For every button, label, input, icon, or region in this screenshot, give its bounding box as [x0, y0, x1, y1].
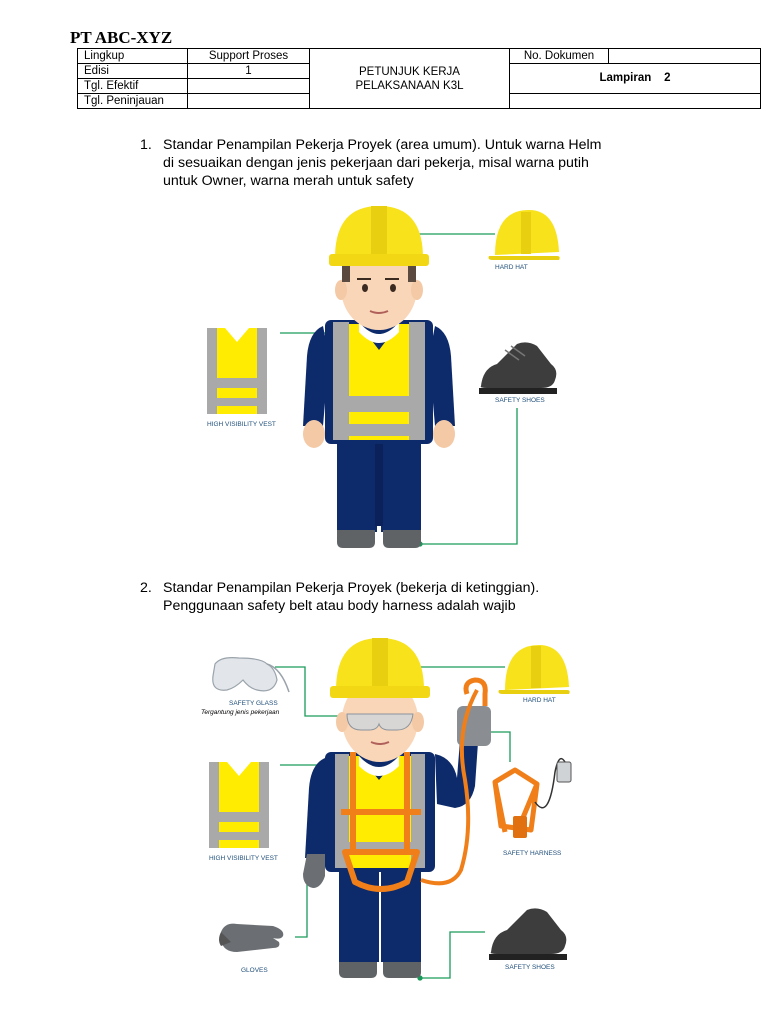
safety-shoes-icon	[489, 908, 567, 960]
lampiran-cell	[510, 64, 761, 94]
lampiran-label: Lampiran	[599, 72, 652, 84]
gloves-icon	[219, 924, 283, 952]
worker-figure	[303, 638, 491, 978]
safety-shoes-label: SAFETY SHOES	[505, 964, 555, 971]
safety-harness-label: SAFETY HARNESS	[503, 850, 562, 857]
vest-label: HIGH VISIBILITY VEST	[209, 855, 278, 862]
tgl-efektif-value	[188, 79, 310, 94]
tgl-efektif-label: Tgl. Efektif	[78, 79, 188, 94]
item-line: Standar Penampilan Pekerja Proyek (area umum). Untuk warna Helm	[163, 137, 602, 153]
edisi-value: 1	[188, 64, 310, 79]
document-title	[310, 49, 510, 109]
safety-harness-icon	[495, 759, 571, 838]
item-text	[163, 579, 663, 615]
no-dokumen-label: No. Dokumen	[510, 49, 609, 64]
safety-glass-label: SAFETY GLASS	[229, 700, 278, 707]
tgl-peninjauan-value	[188, 94, 310, 109]
company-name: PT ABC-XYZ	[70, 28, 173, 47]
vest-label: HIGH VISIBILITY VEST	[207, 421, 276, 428]
document-header-table	[77, 48, 761, 109]
high-visibility-vest-icon	[209, 762, 269, 848]
gloves-label: GLOVES	[241, 967, 268, 974]
safety-shoes-label: SAFETY SHOES	[495, 397, 545, 404]
item-line: Penggunaan safety belt atau body harness adalah wajib	[163, 598, 516, 614]
ppe-illustration-height-work	[195, 632, 595, 992]
safety-glass-icon	[213, 658, 289, 692]
item-line: di sesuaikan dengan jenis pekerjaan dari pekerja, misal warna putih	[163, 155, 589, 171]
item-text	[163, 136, 663, 190]
item-line: Standar Penampilan Pekerja Proyek (bekerja di ketinggian).	[163, 580, 540, 596]
title-line-2: PELAKSANAAN K3L	[355, 79, 464, 92]
ppe-illustration-general	[195, 200, 575, 560]
edisi-label: Edisi	[78, 64, 188, 79]
worker-figure	[303, 206, 455, 548]
hard-hat-label: HARD HAT	[495, 264, 528, 271]
hard-hat-label: HARD HAT	[523, 697, 556, 704]
lingkup-value: Support Proses	[188, 49, 310, 64]
high-visibility-vest-icon	[207, 328, 267, 414]
safety-glass-note: Tergantung jenis pekerjaan	[201, 709, 280, 716]
tgl-peninjauan-label: Tgl. Peninjauan	[78, 94, 188, 109]
title-line-1: PETUNJUK KERJA	[359, 65, 460, 78]
empty-cell	[510, 94, 761, 109]
no-dokumen-value	[609, 49, 761, 64]
item-number: 2.	[140, 580, 152, 596]
hard-hat-icon	[489, 210, 560, 260]
safety-shoes-icon	[479, 342, 557, 394]
lingkup-label: Lingkup	[78, 49, 188, 64]
lampiran-value: 2	[664, 72, 671, 84]
hard-hat-icon	[499, 645, 570, 694]
item-number: 1.	[140, 137, 152, 153]
item-line: untuk Owner, warna merah untuk safety	[163, 173, 414, 189]
